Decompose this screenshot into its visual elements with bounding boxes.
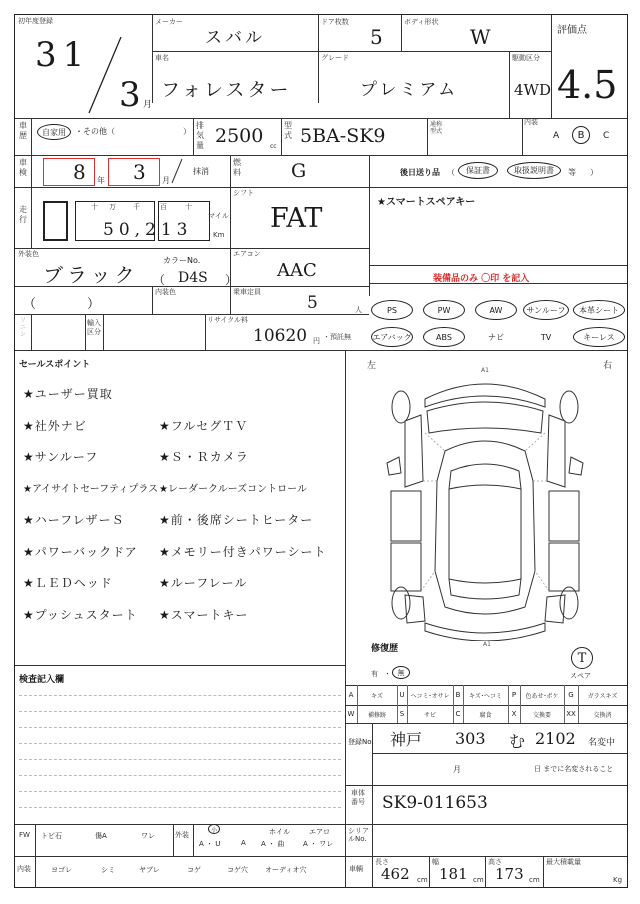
note-line bbox=[19, 759, 341, 760]
sales-point-7-0: ★プッシュスタート bbox=[23, 607, 138, 622]
equipment-row2-item-4: キーレス bbox=[573, 327, 625, 347]
height-value: 173 bbox=[495, 865, 524, 883]
equipment-row2-item-1: ABS bbox=[423, 327, 465, 347]
mileage-km: Km bbox=[213, 231, 225, 239]
interior-color-close: ） bbox=[87, 297, 101, 312]
small-circle bbox=[208, 824, 220, 834]
equipment-row1-item-4: 本革シート bbox=[573, 300, 625, 320]
reg-month-unit: 月 bbox=[143, 100, 153, 110]
warranty: 保証書 bbox=[466, 166, 490, 175]
cancel-label: 抹消 bbox=[193, 167, 209, 176]
model-value: 5BA-SK9 bbox=[300, 125, 386, 147]
drive-value: 4WD bbox=[514, 81, 551, 99]
diagram-right-label: 右 bbox=[603, 361, 613, 371]
reg-region: 神戸 bbox=[390, 730, 423, 749]
notes-text: ★スマートスペアキー bbox=[377, 197, 476, 208]
wheel-label: ホイル bbox=[269, 828, 290, 836]
legend-cell-0-0: A bbox=[348, 691, 354, 699]
manual: 取扱説明書 bbox=[514, 166, 554, 175]
capacity-value: 5 bbox=[307, 293, 318, 313]
ac-value: AAC bbox=[277, 260, 317, 281]
doors-label: ドア枚数 bbox=[321, 18, 349, 26]
legend-cell-0-1: キズ bbox=[371, 693, 383, 700]
interior-color-label: 内装色 bbox=[155, 288, 176, 296]
warranty-circle bbox=[458, 162, 498, 179]
width-label: 幅 bbox=[432, 858, 439, 866]
legend-cell-1-7: 交換要 bbox=[532, 712, 551, 719]
reg-number1: 303 bbox=[455, 729, 486, 748]
wheel-value: A ・ 曲 bbox=[261, 840, 285, 848]
grade-value: プレミアム bbox=[360, 80, 459, 100]
grade-label: グレード bbox=[321, 54, 349, 62]
note-line bbox=[19, 791, 341, 792]
ext-a-u: A ・ U bbox=[199, 840, 221, 848]
aero-label: エアロ bbox=[309, 828, 330, 836]
reg-month: 3 bbox=[119, 75, 141, 115]
import-label: 輸入区分 bbox=[87, 319, 101, 336]
max-load-label: 最大積載量 bbox=[546, 858, 581, 866]
int-item-burn-hole: コゲ穴 bbox=[227, 866, 248, 874]
legend-cell-1-4: C bbox=[455, 710, 461, 718]
spare-mark: T bbox=[577, 650, 587, 666]
unit-ten-thousand-10: 十 bbox=[91, 203, 98, 211]
score-value: 4.5 bbox=[557, 63, 618, 107]
recycle-fee-label: リサイクル料 bbox=[207, 316, 249, 324]
sales-point-0-0: ★ユーザー買取 bbox=[23, 387, 113, 401]
maker-value: スバル bbox=[205, 28, 265, 48]
equipment-row1-item-3: サンルーフ bbox=[523, 300, 569, 320]
inspection-year-box bbox=[43, 158, 95, 186]
legend-cell-1-1: 補修跡 bbox=[367, 712, 386, 719]
legend-cell-1-8: XX bbox=[566, 710, 576, 718]
size-label: 車輌 bbox=[349, 865, 363, 873]
serial-label: シリアルNo. bbox=[348, 827, 369, 843]
docs-label: 後日送り品 bbox=[400, 168, 440, 177]
reg-year: 31 bbox=[35, 35, 91, 75]
int-item-tear: ヤブレ bbox=[139, 866, 160, 874]
equipment-row2-item-2: ナビ bbox=[488, 332, 504, 342]
equipment-row2-item-0: エアバッグ bbox=[371, 327, 413, 347]
history-owned-circle bbox=[37, 124, 71, 140]
legend-cell-1-3: サビ bbox=[423, 712, 436, 719]
legend-cell-1-0: W bbox=[347, 710, 355, 718]
equipment-title: 装備品のみ 〇印 を記入 bbox=[433, 274, 530, 284]
fw-item-chip: トビ石 bbox=[41, 832, 62, 840]
inspect-notes-title: 検査記入欄 bbox=[19, 675, 65, 685]
repair-no: 無 bbox=[397, 668, 405, 677]
equipment-row1-item-1: PW bbox=[423, 300, 465, 320]
legend-cell-0-4: B bbox=[455, 691, 461, 699]
sales-point-2-0: ★サンルーフ bbox=[23, 450, 99, 464]
displacement-value: 2500 bbox=[215, 125, 264, 147]
repair-label: 修復歴 bbox=[371, 644, 399, 654]
sales-point-4-0: ★ハーフレザーＳ bbox=[23, 513, 125, 527]
name-value: フォレスター bbox=[161, 79, 292, 101]
recycle-fee-unit: 円 bbox=[313, 337, 320, 345]
int-item-stain: シミ bbox=[101, 866, 115, 874]
color-code-label: カラーNo. bbox=[163, 256, 201, 265]
fuel-value: G bbox=[291, 160, 307, 182]
recycle-deposit: ・預託無 bbox=[323, 333, 351, 341]
note-line bbox=[19, 807, 341, 808]
ext-a: A bbox=[241, 839, 246, 847]
doors-value: 5 bbox=[370, 25, 383, 49]
fw-label: FW bbox=[19, 831, 30, 839]
exterior-color-value: ブラック bbox=[43, 263, 139, 287]
model-label: 型式 bbox=[284, 121, 292, 140]
sales-title: セールスポイント bbox=[19, 360, 91, 370]
width-value: 181 bbox=[439, 865, 468, 883]
int-item-dirt: ヨゴレ bbox=[51, 866, 72, 874]
reg-number2: 2102 bbox=[535, 729, 576, 748]
score-label: 評価点 bbox=[557, 25, 587, 36]
color-code-close: ） bbox=[225, 273, 238, 287]
sales-point-1-0: ★社外ナビ bbox=[23, 418, 87, 433]
fuel-label: 燃料 bbox=[233, 158, 241, 177]
unit-man: 万 bbox=[109, 203, 116, 211]
interior-color-open: （ bbox=[23, 297, 37, 312]
equipment-row1-item-0: PS bbox=[371, 300, 413, 320]
capacity-label: 乗車定員 bbox=[233, 288, 261, 296]
note-line bbox=[19, 727, 341, 728]
note-line bbox=[19, 711, 341, 712]
inspection-slash bbox=[170, 157, 184, 185]
reg-month-label: 月 bbox=[453, 765, 461, 774]
legend-cell-1-2: S bbox=[399, 710, 405, 718]
mileage-box-1 bbox=[43, 201, 68, 241]
history-label: 車歴 bbox=[19, 121, 27, 140]
height-cm: cm bbox=[529, 876, 540, 884]
history-close: ） bbox=[183, 127, 191, 136]
chassis-value: SK9-011653 bbox=[382, 793, 488, 813]
mileage-value: 50,213 bbox=[103, 220, 193, 240]
inspection-year: 8 bbox=[73, 160, 86, 184]
diagram-left-label: 左 bbox=[367, 361, 377, 371]
color-code-value: D4S bbox=[178, 270, 208, 286]
name-label: 車名 bbox=[155, 54, 169, 62]
displacement-unit: cc bbox=[270, 143, 277, 150]
sales-point-7-1: ★スマートキー bbox=[159, 607, 249, 622]
spare-label: スペア bbox=[570, 672, 591, 680]
rear-mark: A1 bbox=[483, 641, 491, 648]
fw-item-scratch: 傷A bbox=[95, 832, 107, 840]
cert-label: 通称型式 bbox=[429, 121, 442, 135]
mileage-label: 走行 bbox=[19, 205, 27, 224]
bottom-interior-label: 内装 bbox=[17, 865, 31, 873]
repair-no-circle bbox=[392, 666, 410, 679]
sales-point-1-1: ★フルセグＴＶ bbox=[159, 418, 249, 433]
inspection-month: 3 bbox=[133, 160, 146, 184]
width-cm: cm bbox=[473, 876, 484, 884]
legend-cell-1-6: X bbox=[511, 710, 517, 718]
reg-label: 登録No. bbox=[348, 738, 374, 746]
length-value: 462 bbox=[381, 865, 410, 883]
car-diagram bbox=[385, 371, 585, 641]
inspection-month-unit: 月 bbox=[162, 176, 170, 185]
fw-item-crack: ワレ bbox=[141, 832, 155, 840]
interior-b: B bbox=[577, 129, 585, 141]
interior-grade-label: 内装 bbox=[524, 118, 538, 126]
legend-cell-0-2: U bbox=[399, 691, 405, 699]
legend-cell-0-7: 色あせ･ボケ bbox=[525, 693, 559, 700]
inspection-label: 車検 bbox=[19, 158, 27, 177]
shift-value: FAT bbox=[270, 203, 323, 234]
legend-cell-0-6: P bbox=[511, 691, 517, 699]
max-load-kg: Kg bbox=[613, 876, 623, 884]
legend-cell-1-5: 腐食 bbox=[479, 712, 492, 719]
legend-cell-0-3: ヘコミ･オサレ bbox=[410, 693, 450, 700]
unit-mile: マイル bbox=[208, 212, 229, 220]
maker-label: メーカー bbox=[155, 18, 183, 26]
sales-point-6-0: ★ＬＥＤヘッド bbox=[23, 576, 113, 590]
repair-yes: 有 bbox=[371, 670, 378, 678]
sales-point-2-1: ★Ｓ・Ｒカメラ bbox=[159, 450, 249, 464]
docs-etc: 等 bbox=[568, 168, 576, 177]
legend-cell-0-5: キズ･ヘコミ bbox=[469, 693, 502, 700]
sales-point-3-0: ★アイサイトセーフティプラス bbox=[23, 483, 159, 495]
sales-point-6-1: ★ルーフレール bbox=[159, 576, 248, 590]
interior-b-circle bbox=[572, 126, 590, 144]
sales-point-5-1: ★メモリー付きパワーシート bbox=[159, 544, 327, 559]
note-line bbox=[19, 695, 341, 696]
first-reg-label: 初年度登録 bbox=[18, 17, 53, 25]
sales-point-4-1: ★前・後席シートヒーター bbox=[159, 513, 314, 527]
interior-c: C bbox=[603, 131, 610, 141]
shift-label: シフト bbox=[233, 189, 254, 197]
drive-label: 駆動区分 bbox=[512, 54, 540, 62]
reg-kana: む bbox=[509, 732, 526, 751]
bottom-exterior-label: 外装 bbox=[175, 831, 189, 839]
manual-circle bbox=[507, 162, 561, 179]
exterior-color-label: 外装色 bbox=[18, 250, 39, 258]
sales-point-5-0: ★パワーバックドア bbox=[23, 544, 138, 559]
sales-point-3-1: ★レーダークルーズコントロール bbox=[159, 483, 307, 495]
unit-hyaku: 百 bbox=[160, 203, 167, 211]
length-label: 長さ bbox=[375, 858, 389, 866]
spare-circle bbox=[571, 647, 593, 669]
equipment-row2-item-3: TV bbox=[540, 332, 552, 342]
auction-sheet: 初年度登録 31 3 月 メーカー スバル ドア枚数 5 ボディ形状 W 評価点 4.5 車名 フォレスター グレード プレミアム 駆動区分 4WD 車歴 自家用 ・その他（ ） 排気量 2500 cc 型式 5BA-SK9 通称型式 内装 A B C 車検 8 年 3 月 抹消 燃料 G 後日送り品 （ 保証書 取扱説明書 等 ） 走行 十 万 千 百 十 マイル 50,213 Km シフト FAT ★スマートスペアキー 外装色 ブラック カラーNo. （ D4S ） エアコン AAC 装備品のみ 〇印 を記入 （ ） 内装色 乗車定員 5 人 PS PW AW サンルーフ 本革シート エアバッグ ABS ナビ TV キーレス ソ ニ シ 輸入区分 リサイクル料 10620 円 ・預託無 セールスポイント ★ユーザー買取 ★社外ナビ ★フルセグＴＶ ★サンルーフ ★Ｓ・Ｒカメラ ★アイサイトセーフティプラス ★レーダークルーズコントロール ★ハーフレザーＳ ★前・後席シートヒーター ★パワーバックドア ★メモリー付きパワーシート ★ＬＥＤヘッド ★ルーフレール ★プッシュスタート ★スマートキー 検査記入欄 左 右 A1 A1 修復歴 有 ・ 無 T スペア A キズ U ヘコミ･オサレ B キズ･ヘコミ P 色あせ･ボケ G ガラスキズ W 補修跡 S サビ C 腐食 X 交換要 XX 交換済 登録No. 神戸 303 む 2102 名変中 月 日 までに名変されること 車体番号 SK9-011653 FW トビ石 傷A ワレ 外装 小 A ・ U A ホイル A ・ 曲 エアロ A ・ ワレ シリアルNo. 内装 ヨゴレ シミ ヤブレ コゲ コゲ穴 オーディオ穴 車輌 長さ 462 cm 幅 181 cm 高さ 173 cm 最大積載量 Kg bbox=[14, 14, 628, 888]
aero-value: A ・ ワレ bbox=[303, 840, 334, 848]
small-label: 小 bbox=[210, 826, 217, 834]
recycle-fee-value: 10620 bbox=[253, 326, 308, 346]
unit-sen: 千 bbox=[133, 203, 140, 211]
interior-a: A bbox=[553, 131, 560, 141]
front-mark: A1 bbox=[481, 367, 489, 374]
body-value: W bbox=[470, 25, 491, 49]
inspection-year-unit: 年 bbox=[97, 176, 105, 185]
reg-day-label: 日 までに名変されること bbox=[534, 765, 614, 773]
body-label: ボディ形状 bbox=[404, 18, 439, 26]
capacity-unit: 人 bbox=[355, 306, 362, 314]
ac-label: エアコン bbox=[233, 250, 261, 258]
note-line bbox=[19, 775, 341, 776]
legend-cell-0-9: ガラスキズ bbox=[587, 693, 618, 700]
history-owned: 自家用 bbox=[42, 127, 66, 137]
reg-change: 名変中 bbox=[588, 738, 616, 748]
legend-cell-1-9: 交換済 bbox=[593, 712, 612, 719]
length-cm: cm bbox=[417, 876, 428, 884]
displacement-label: 排気量 bbox=[196, 121, 204, 150]
height-label: 高さ bbox=[488, 858, 502, 866]
note-line bbox=[19, 743, 341, 744]
unit-juu: 十 bbox=[185, 203, 192, 211]
chassis-label: 車体番号 bbox=[351, 789, 365, 806]
history-other: ・その他（ bbox=[75, 127, 115, 136]
equipment-row1-item-2: AW bbox=[475, 300, 517, 320]
legend-cell-0-8: G bbox=[568, 691, 574, 699]
int-item-audio-hole: オーディオ穴 bbox=[265, 866, 307, 874]
color-code-open: （ bbox=[153, 273, 166, 287]
int-item-burn: コゲ bbox=[187, 866, 201, 874]
